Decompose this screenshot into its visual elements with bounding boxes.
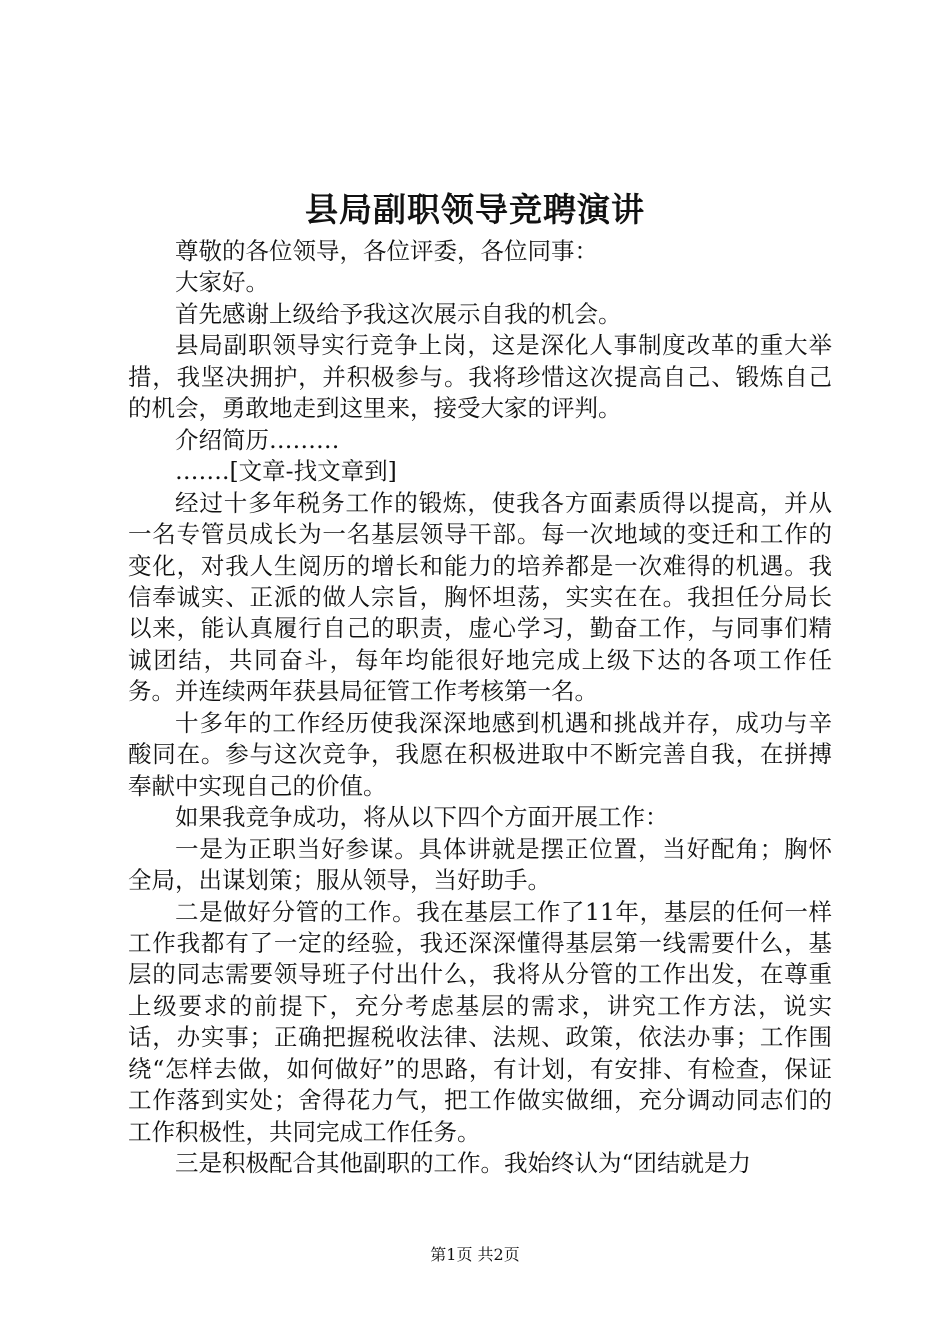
paragraph-plan-one: 一是为正职当好参谋。具体讲就是摆正位置，当好配角；胸怀全局，出谋划策；服从领导，当好助手。 (128, 834, 832, 895)
paragraph-plan-two: 二是做好分管的工作。我在基层工作了11年，基层的任何一样工作我都有了一定的经验，我还深深懂得基层第一线需要什么，基层的同志需要领导班子付出什么，我将从分管的工作出发，在尊重上级要求的前提下，充分考虑基层的需求，讲究工作方法，说实话，办实事；正确把握税收法律、法规、政策，依法办事；工作围绕“怎样去做，如何做好”的思路，有计划，有安排、有检查，保证工作落到实处；舍得花力气，把工作做实做细，充分调动同志们的工作积极性，共同完成工作任务。 (128, 897, 832, 1146)
document-title: 县局副职领导竞聘演讲 (305, 190, 645, 229)
paragraph-plan-intro: 如果我竞争成功，将从以下四个方面开展工作： (175, 803, 669, 832)
paragraph-experience: 经过十多年税务工作的锻炼，使我各方面素质得以提高，并从一名专管员成长为一名基层领导干部。每一次地域的变迁和工作的变化，对我人生阅历的增长和能力的培养都是一次难得的机遇。我信奉诚实、正派的做人宗旨，胸怀坦荡，实实在在。我担任分局长以来，能认真履行自己的职责，虚心学习，勤奋工作，与同事们精诚团结，共同奋斗，每年均能很好地完成上级下达的各项工作任务。并连续两年获县局征管工作考核第一名。 (128, 488, 832, 706)
paragraph-source-note: …….[文章-找文章到] (175, 457, 397, 486)
paragraph-thanks: 首先感谢上级给予我这次展示自我的机会。 (175, 299, 622, 328)
paragraph-plan-three: 三是积极配合其他副职的工作。我始终认为“团结就是力 (175, 1149, 752, 1178)
paragraph-resume-intro: 介绍简历……… (175, 425, 340, 454)
paragraph-greeting: 大家好。 (175, 268, 269, 297)
document-body (128, 236, 832, 1180)
paragraph-reflection: 十多年的工作经历使我深深地感到机遇和挑战并存，成功与辛酸同在。参与这次竞争，我愿在积极进取中不断完善自我，在拼搏奉献中实现自己的价值。 (128, 708, 832, 800)
paragraph-salutation: 尊敬的各位领导，各位评委，各位同事： (175, 237, 598, 265)
page-footer: 第1页 共2页 (430, 1245, 520, 1264)
paragraph-support: 县局副职领导实行竞争上岗，这是深化人事制度改革的重大举措，我坚决拥护，并积极参与。我将珍惜这次提高自己、锻炼自己的机会，勇敢地走到这里来，接受大家的评判。 (128, 331, 832, 423)
